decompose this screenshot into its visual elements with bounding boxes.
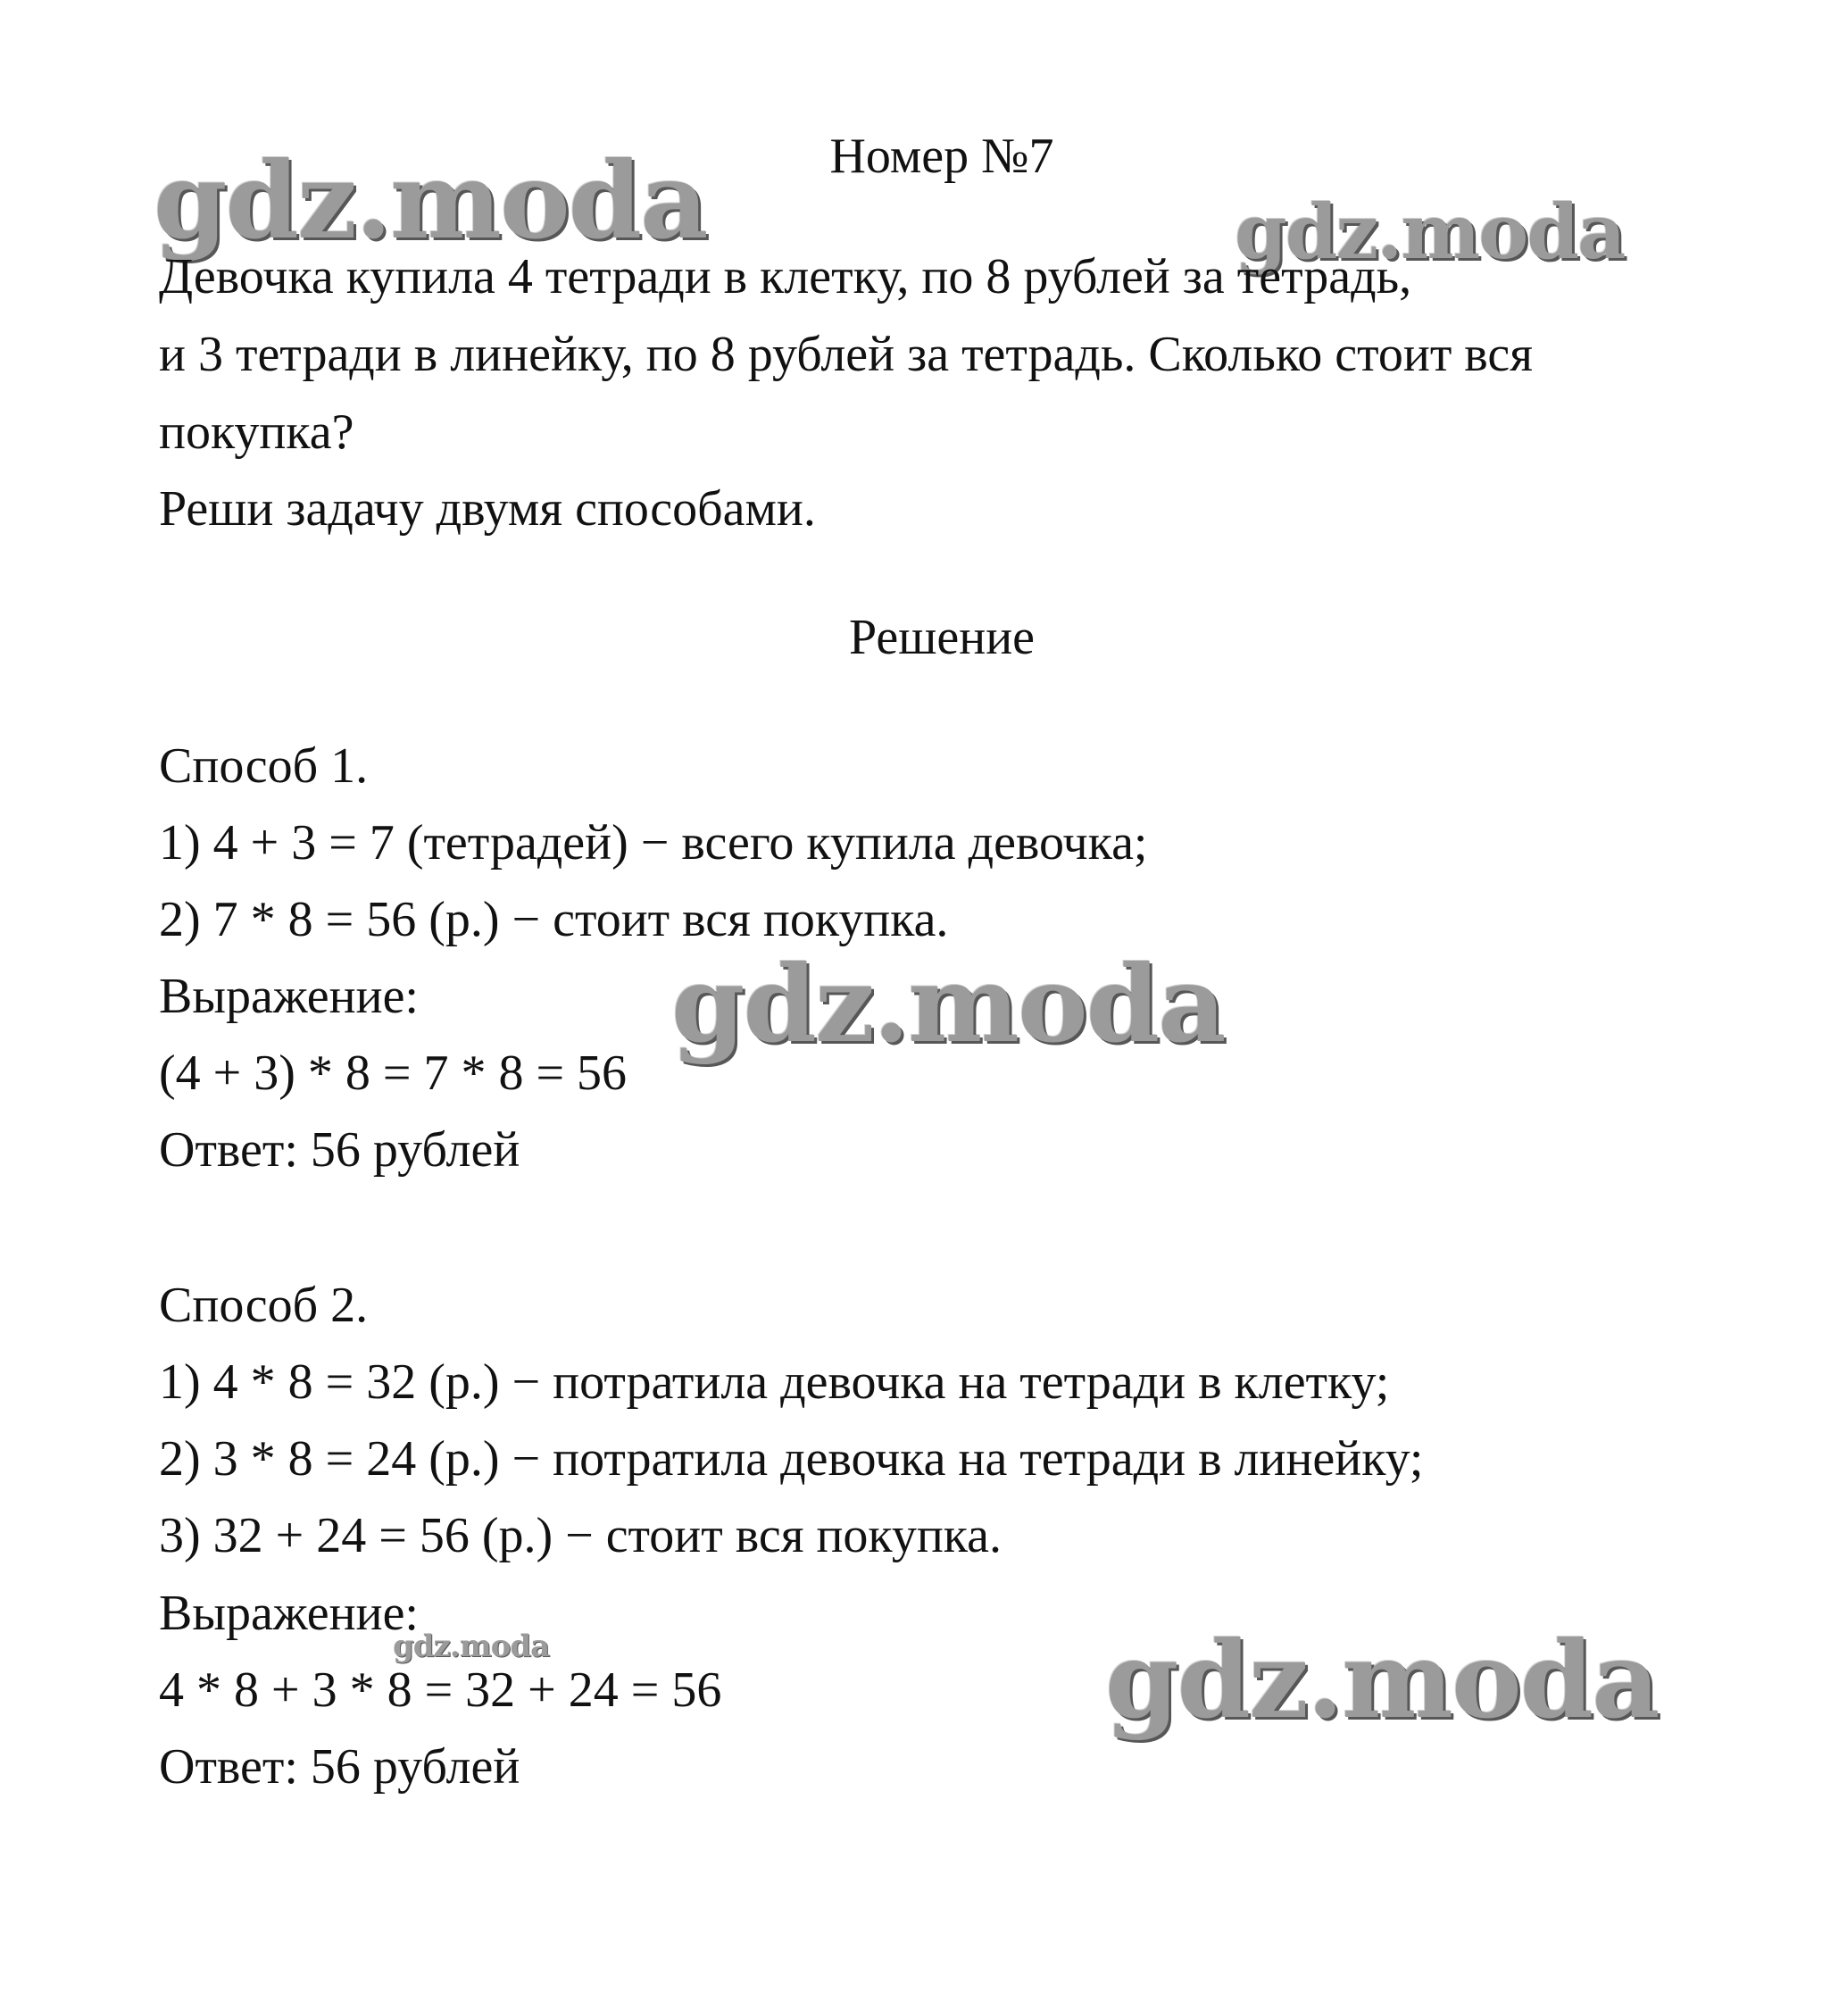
method1-step-2: 2) 7 * 8 = 56 (р.) − стоит вся покупка. (159, 892, 949, 947)
method1-heading: Способ 1. (159, 738, 369, 794)
problem-line-1: Девочка купила 4 тетради в клетку, по 8 рублей за тетрадь, (159, 249, 1412, 304)
method2-step-2: 2) 3 * 8 = 24 (р.) − потратила девочка на тетради в линейку; (159, 1431, 1424, 1487)
method1-expression-label: Выражение: (159, 969, 419, 1024)
watermark-top-left: gdz.moda (154, 138, 707, 262)
method2-expression: 4 * 8 + 3 * 8 = 32 + 24 = 56 (159, 1662, 722, 1718)
problem-line-3: покупка? (159, 404, 354, 460)
problem-line-4: Реши задачу двумя способами. (159, 481, 816, 537)
method2-answer: Ответ: 56 рублей (159, 1739, 520, 1795)
method2-expression-label: Выражение: (159, 1586, 419, 1641)
method2-heading: Способ 2. (159, 1278, 369, 1333)
solution-heading: Решение (848, 610, 1036, 665)
watermark-small: gdz.moda (393, 1629, 550, 1664)
method1-expression: (4 + 3) * 8 = 7 * 8 = 56 (159, 1045, 628, 1101)
method2-step-3: 3) 32 + 24 = 56 (р.) − стоит вся покупка. (159, 1508, 1003, 1563)
watermark-bottom-right: gdz.moda (1105, 1618, 1659, 1742)
method1-step-1: 1) 4 + 3 = 7 (тетрадей) − всего купила девочка; (159, 815, 1148, 871)
watermark-middle: gdz.moda (671, 942, 1225, 1066)
problem-line-2: и 3 тетради в линейку, по 8 рублей за тетрадь. Сколько стоит вся (159, 327, 1534, 382)
method2-step-1: 1) 4 * 8 = 32 (р.) − потратила девочка на тетради в клетку; (159, 1354, 1390, 1410)
page-title: Номер №7 (829, 129, 1054, 184)
method1-answer: Ответ: 56 рублей (159, 1122, 520, 1178)
watermark-top-right: gdz.moda (1235, 187, 1625, 276)
